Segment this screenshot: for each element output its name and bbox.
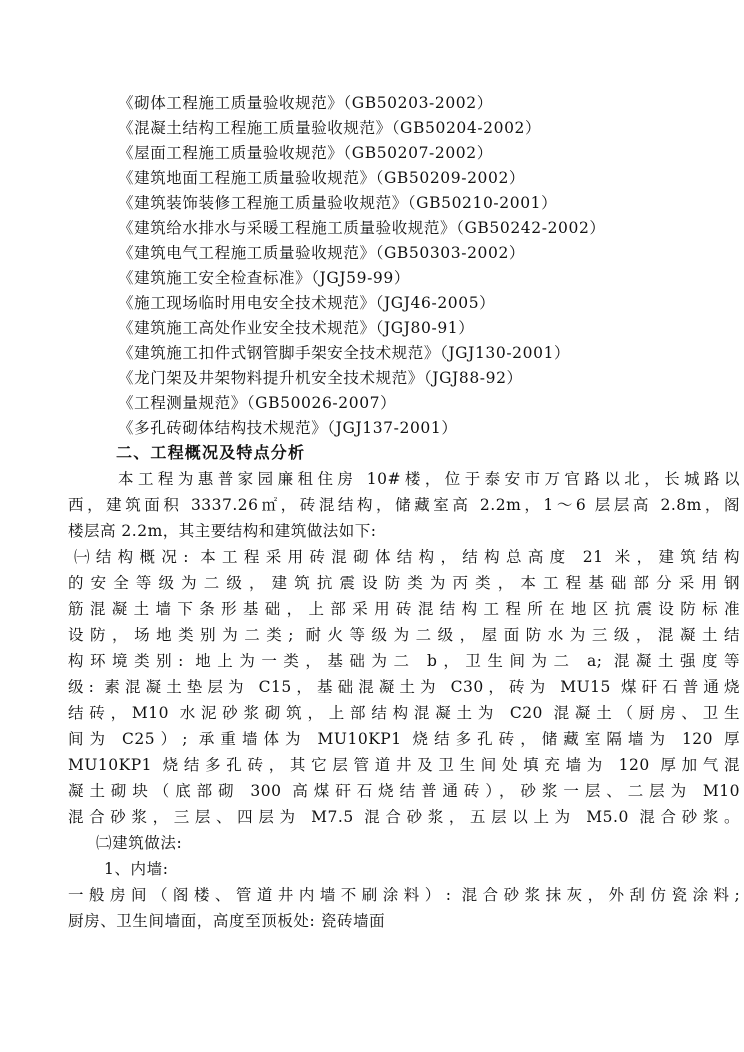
section-heading: 二、工程概况及特点分析 <box>116 443 306 462</box>
standard-item: 《建筑施工安全检查标准》（JGJ59-99） <box>118 269 410 287</box>
standard-item: 《建筑装饰装修工程施工质量验收规范》（GB50210-2001） <box>118 194 558 212</box>
paragraph-line: 间为 C25）; 承重墙体为 MU10KP1 烧结多孔砖，储藏室隔墙为 120 厚 <box>68 730 740 748</box>
standard-item: 《建筑地面工程施工质量验收规范》（GB50209-2002） <box>118 169 526 187</box>
standard-item: 《屋面工程施工质量验收规范》（GB50207-2002） <box>118 144 493 162</box>
paragraph-line: MU10KP1 烧结多孔砖，其它层管道井及卫生间处填充墙为 120 厚加气混 <box>68 756 740 774</box>
standard-item: 《建筑施工扣件式钢管脚手架安全技术规范》（JGJ130-2001） <box>118 344 571 362</box>
standard-item: 《混凝土结构工程施工质量验收规范》（GB50204-2002） <box>118 119 542 137</box>
paragraph-line: 混合砂浆，三层、四层为 M7.5 混合砂浆，五层以上为 M5.0 混合砂浆。 <box>68 808 740 826</box>
standard-item: 《工程测量规范》（GB50026-2007） <box>118 394 397 412</box>
paragraph-line: 楼层高 2.2m，其主要结构和建筑做法如下: <box>68 522 377 540</box>
subsection-heading: ㈡建筑做法: <box>96 834 183 852</box>
standard-item: 《施工现场临时用电安全技术规范》（JGJ46-2005） <box>118 294 496 312</box>
paragraph-line: 本工程为惠普家园廉租住房 10#楼，位于泰安市万官路以北，长城路以 <box>118 470 740 488</box>
paragraph-line: 凝土砌块（底部砌 300 高煤矸石烧结普通砖），砂浆一层、二层为 M10 <box>68 782 740 800</box>
standard-item: 《建筑电气工程施工质量验收规范》（GB50303-2002） <box>118 244 526 262</box>
subsection-heading: 1、内墙: <box>104 860 169 878</box>
paragraph-line: 筋混凝土墙下条形基础，上部采用砖混结构工程所在地区抗震设防标准 <box>68 600 740 618</box>
paragraph-line: 构环境类别: 地上为一类，基础为二 b，卫生间为二 a; 混凝土强度等 <box>68 652 740 670</box>
standard-item: 《建筑施工高处作业安全技术规范》（JGJ80-91） <box>118 319 475 337</box>
standard-item: 《龙门架及井架物料提升机安全技术规范》（JGJ88-92） <box>118 369 523 387</box>
paragraph-line: 一般房间（阁楼、管道井内墙不刷涂料）: 混合砂浆抹灰，外刮仿瓷涂料; <box>68 886 740 904</box>
paragraph-line: 级: 素混凝土垫层为 C15，基础混凝土为 C30，砖为 MU15 煤矸石普通烧 <box>68 678 740 696</box>
paragraph-line: ㈠结构概况: 本工程采用砖混砌体结构，结构总高度 21 米，建筑结构 <box>74 548 740 566</box>
standard-item: 《砌体工程施工质量验收规范》（GB50203-2002） <box>118 94 493 112</box>
standard-item: 《建筑给水排水与采暖工程施工质量验收规范》（GB50242-2002） <box>118 219 606 237</box>
paragraph-line: 厨房、卫生间墙面，高度至顶板处: 瓷砖墙面 <box>68 912 386 930</box>
standard-item: 《多孔砖砌体结构技术规范》（JGJ137-2001） <box>118 419 458 437</box>
paragraph-line: 的安全等级为二级，建筑抗震设防类为丙类，本工程基础部分采用钢 <box>68 574 740 592</box>
paragraph-line: 西，建筑面积 3337.26㎡，砖混结构，储藏室高 2.2m，1～6 层层高 2.8m，阁 <box>68 496 740 514</box>
paragraph-line: 结砖，M10 水泥砂浆砌筑，上部结构混凝土为 C20 混凝土（厨房、卫生 <box>68 704 740 722</box>
paragraph-line: 设防，场地类别为二类; 耐火等级为二级，屋面防水为三级，混凝土结 <box>68 626 740 644</box>
